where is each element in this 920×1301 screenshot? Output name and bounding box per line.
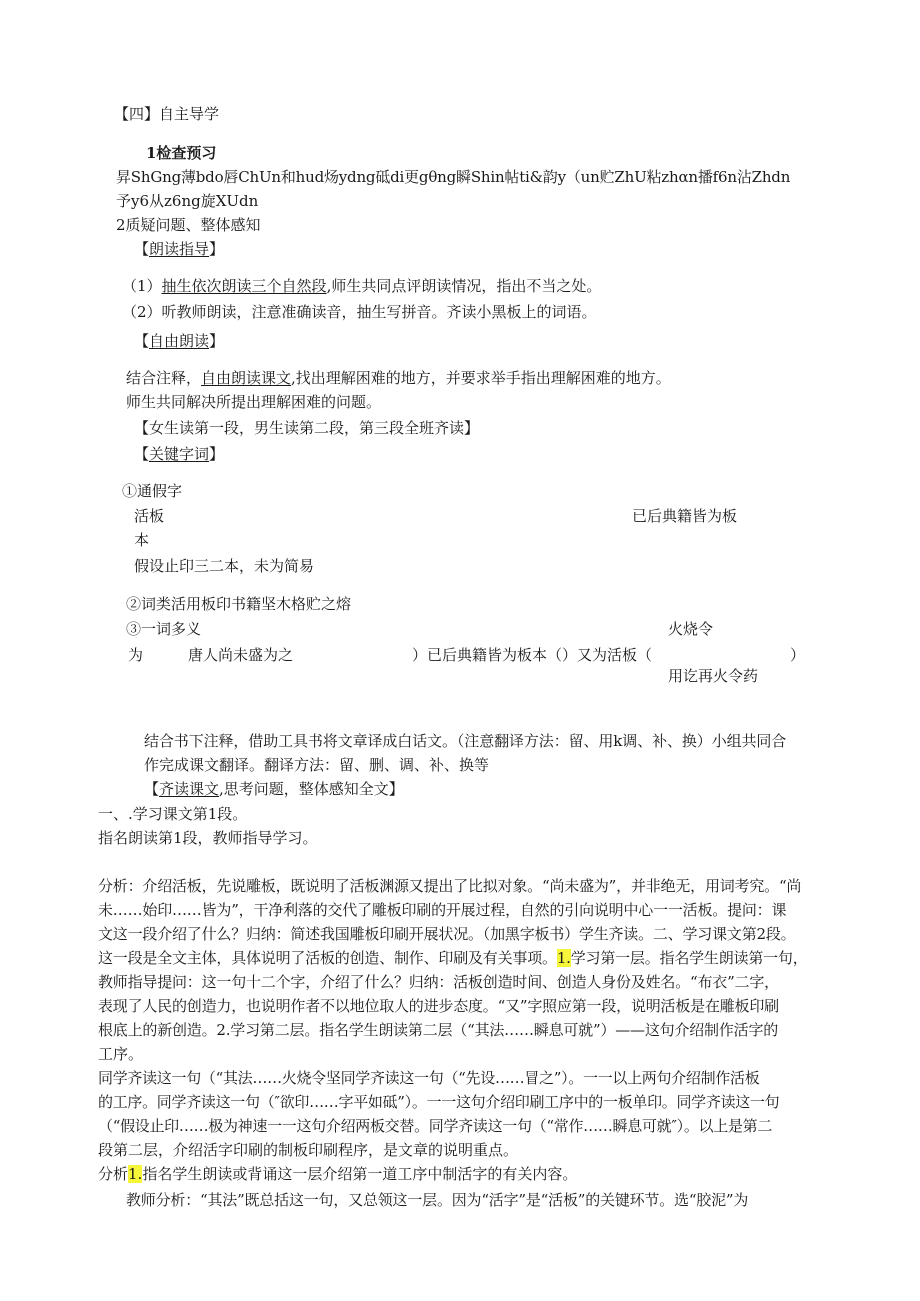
keyword-text: ） bbox=[790, 646, 806, 664]
keyword-item: ③一词多义 bbox=[126, 620, 202, 638]
paragraph-line: 文这一段介绍了什么？归纳：简述我国雕板印刷开展状况。（加黑字板书）学生齐读。二、学习课文第2段。 bbox=[98, 925, 796, 943]
paragraph-line: 根底上的新创造。2.学习第二层。指名学生朗读第二层（“其法……瞬息可就”）——这句介绍制作活字的 bbox=[98, 1021, 779, 1039]
paragraph-line: 教师分析：“其法”既总括这一句，又总领这一层。因为“活字”是“活板”的关键环节。选“胶泥”为 bbox=[126, 1191, 749, 1209]
paragraph-line: 结合注释，自由朗读课文,找出理解困难的地方，并要求举手指出理解困难的地方。 bbox=[126, 369, 671, 387]
paragraph-line: 这一段是全文主体，具体说明了活板的创造、制作、印刷及有关事项。1.学习第一层。指名学生朗读第一句， bbox=[98, 949, 808, 967]
subsection-title: 1检查预习 bbox=[146, 144, 217, 162]
keyword-text: 火烧令 bbox=[668, 620, 714, 638]
bracket-heading: 【自由朗读】 bbox=[134, 332, 225, 350]
subsection-title: 2质疑问题、整体感知 bbox=[116, 216, 261, 234]
keyword-text: ）已后典籍皆为板本（）又为活板（ bbox=[412, 646, 653, 664]
keyword-text: 本 bbox=[134, 531, 150, 549]
keyword-text: 唐人尚未盛为之 bbox=[188, 646, 294, 664]
pinyin-line: 予y6从z6ng旋XUdn bbox=[116, 192, 259, 210]
paragraph-line: （1）抽生依次朗读三个自然段,师生共同点评朗读情况，指出不当之处。 bbox=[122, 277, 602, 295]
paragraph-line: 作完成课文翻译。翻译方法：留、删、调、补、换等 bbox=[144, 756, 490, 774]
paragraph-line: 结合书下注释，借助工具书将文章译成白话文。（注意翻译方法：留、用k调、补、换）小组共同合 bbox=[144, 732, 787, 750]
paragraph-line: 工序。 bbox=[98, 1045, 144, 1063]
paragraph-line: 师生共同解决所提出理解困难的问题。 bbox=[126, 393, 382, 411]
keyword-text: 活板 bbox=[134, 507, 165, 525]
keyword-text: 已后典籍皆为板 bbox=[632, 507, 738, 525]
paragraph-line: 一、.学习课文第1段。 bbox=[98, 805, 248, 823]
highlight-mark: 1. bbox=[556, 949, 571, 967]
keyword-text: 用讫再火令药 bbox=[668, 667, 759, 685]
paragraph-line: 分析：介绍活板，先说雕板，既说明了活板渊源又提出了比拟对象。“尚未盛为”，并非绝无，用词考究。“尚 bbox=[98, 877, 802, 895]
keyword-item: ①通假字 bbox=[122, 482, 183, 500]
paragraph-line: （2）听教师朗读，注意准确读音，抽生写拼音。齐读小黑板上的词语。 bbox=[122, 303, 597, 321]
keyword-item: ②词类活用板印书籍坚木格贮之熔 bbox=[126, 595, 352, 613]
pinyin-line: 昇ShGng薄bdo唇ChUn和hud炀ydng砥di更gθng瞬Shin帖ti&韵y（un贮ZhU粘zhαn播f6n沾Zhdn bbox=[116, 168, 791, 186]
highlight-mark: 1. bbox=[128, 1165, 143, 1183]
paragraph-line: 同学齐读这一句（“其法……火烧令坚同学齐读这一句（“先设……冒之”）。一一以上两句介绍制作活板 bbox=[98, 1069, 760, 1087]
section-heading: 【四】自主导学 bbox=[114, 105, 220, 123]
paragraph-line: 未……始印……皆为”，干净利落的交代了雕板印刷的开展过程，自然的引向说明中心一一活板。提问：课 bbox=[98, 901, 787, 919]
bracket-heading: 【女生读第一段，男生读第二段，第三段全班齐读】 bbox=[134, 419, 480, 437]
paragraph-line: 教师指导提问：这一句十二个字，介绍了什么？归纳：活板创造时间、创造人身份及姓名。“布衣”二字， bbox=[98, 973, 779, 991]
bracket-heading: 【朗读指导】 bbox=[134, 240, 225, 258]
bracket-heading: 【齐读课文,思考问题，整体感知全文】 bbox=[144, 780, 404, 798]
bracket-heading: 【关键字词】 bbox=[134, 445, 225, 463]
keyword-text: 假设止印三二本，未为简易 bbox=[134, 557, 315, 575]
paragraph-line: 的工序。同学齐读这一句（″欲印……字平如砥”）。一一这句介绍印刷工序中的一板单印。同学齐读这一句 bbox=[98, 1093, 780, 1111]
paragraph-line: 段第二层，介绍活字印刷的制板印刷程序，是文章的说明重点。 bbox=[98, 1141, 519, 1159]
keyword-text: 为 bbox=[128, 646, 144, 664]
paragraph-line: 分析1.指名学生朗读或背诵这一层介绍第一道工序中制活字的有关内容。 bbox=[98, 1165, 578, 1183]
paragraph-line: 指名朗读第1段，教师指导学习。 bbox=[98, 829, 318, 847]
paragraph-line: （“假设止印……极为神速一一这句介绍两板交替。同学齐读这一句（“常作……瞬息可就″）。以上是第二 bbox=[98, 1117, 773, 1135]
paragraph-line: 表现了人民的创造力，也说明作者不以地位取人的进步态度。“又”字照应第一段，说明活板是在雕板印刷 bbox=[98, 997, 779, 1015]
